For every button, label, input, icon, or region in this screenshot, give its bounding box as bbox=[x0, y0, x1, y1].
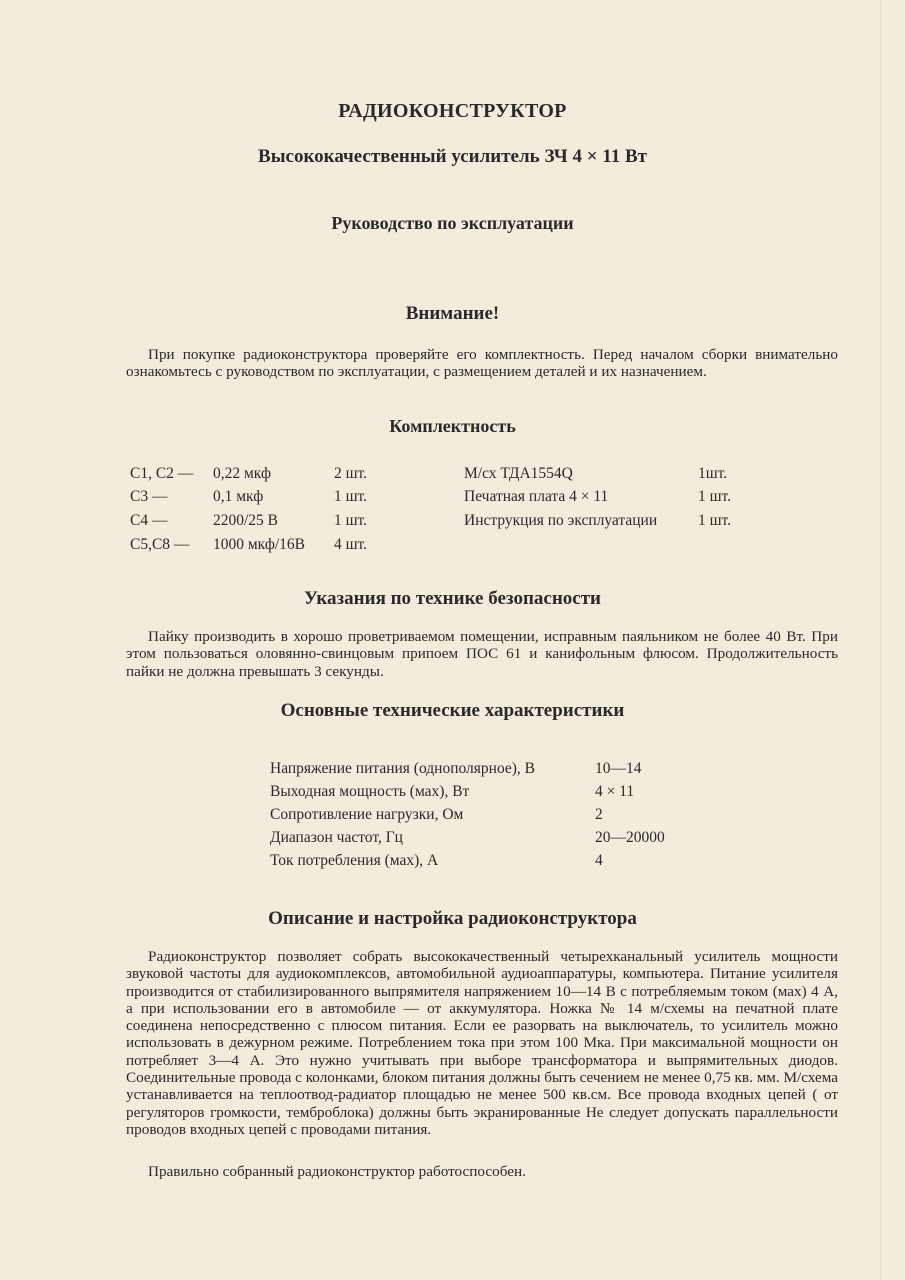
kit-item: Инструкция по эксплуатации bbox=[464, 512, 658, 529]
spec-value: 10—14 bbox=[595, 760, 642, 777]
spec-value: 4 bbox=[595, 852, 603, 869]
description-heading: Описание и настройка радиоконструктора bbox=[268, 908, 637, 929]
spec-value: 20—20000 bbox=[595, 829, 665, 846]
description-text: Радиоконструктор позволяет собрать высококачественный четырехканальный усилитель мощности звуковой частоты для аудиокомплексов, автомобильной аудиоаппаратуры, компьютера. Питание усилителя производится от стабилизированного выпрямителя напряжением 10—14 В с потребляемым током (мах) 4 А, а при использовании его в автомобиле — от аккумулятора. Ножка № 14 м/схемы на печатной плате соединена непосредственно с плюсом питания. Если ее разорвать на выключатель, то усилитель можно использовать в дежурном режиме. Потреблением тока при этом 100 Мка. При максимальной мощности он потребляет 3—4 А. Это нужно учитывать при выборе трансформатора и выпрямительных диодов. Соединительные провода с колонками, блоком питания должны быть сечением не менее 0,75 кв. мм. М/схема устанавливается на теплоотвод-радиатор площадью не менее 500 кв.см. Все провода входных цепей ( от регуляторов громкости, темброблока) должны быть экранированные Не следует допускать параллельности проводов входных цепей с проводами питания. bbox=[126, 948, 838, 1138]
safety-text: Пайку производить в хорошо проветриваемом помещении, исправным паяльником не более 40 Вт. При этом пользоваться оловянно-свинцовым припоем ПОС 61 и канифольным флюсом. Продолжительность пайки не должна превышать 3 секунды. bbox=[126, 628, 838, 680]
spec-label: Напряжение питания (однополярное), В bbox=[270, 760, 536, 777]
kit-item: М/сх ТДА1554Q bbox=[464, 465, 573, 482]
kit-ref: C3 — bbox=[130, 488, 168, 505]
kit-value: 0,22 мкф bbox=[213, 465, 271, 482]
kit-qty: 2 шт. bbox=[334, 465, 368, 482]
kit-qty: 1 шт. bbox=[698, 488, 732, 505]
spec-label: Диапазон частот, Гц bbox=[270, 829, 403, 846]
kit-ref: C1, C2 — bbox=[130, 465, 194, 482]
kit-ref: C4 — bbox=[130, 512, 168, 529]
kit-value: 1000 мкф/16В bbox=[213, 536, 306, 553]
attention-heading: Внимание! bbox=[405, 303, 500, 324]
kit-heading: Комплектность bbox=[389, 416, 516, 436]
kit-qty: 1 шт. bbox=[698, 512, 732, 529]
kit-value: 2200/25 В bbox=[213, 512, 279, 529]
safety-heading: Указания по технике безопасности bbox=[304, 588, 601, 609]
spec-label: Выходная мощность (мах), Вт bbox=[270, 783, 470, 800]
kit-qty: 1шт. bbox=[698, 465, 728, 482]
kit-item: Печатная плата 4 × 11 bbox=[464, 488, 609, 505]
document-title: РАДИОКОНСТРУКТОР bbox=[338, 100, 567, 122]
attention-text: При покупке радиоконструктора проверяйте его комплектность. Перед началом сборки внимательно ознакомьтесь с руководством по эксплуатации, с размещением деталей и их назначением. bbox=[126, 346, 838, 381]
kit-qty: 1 шт. bbox=[334, 488, 368, 505]
kit-qty: 1 шт. bbox=[334, 512, 368, 529]
kit-value: 0,1 мкф bbox=[213, 488, 264, 505]
spec-value: 4 × 11 bbox=[595, 783, 635, 800]
scan-edge bbox=[880, 0, 881, 1280]
spec-label: Ток потребления (мах), А bbox=[270, 852, 439, 869]
kit-ref: C5,C8 — bbox=[130, 536, 190, 553]
manual-title: Руководство по эксплуатации bbox=[331, 213, 574, 233]
specs-heading: Основные технические характеристики bbox=[280, 700, 625, 721]
spec-value: 2 bbox=[595, 806, 603, 823]
spec-label: Сопротивление нагрузки, Ом bbox=[270, 806, 464, 823]
kit-qty: 4 шт. bbox=[334, 536, 368, 553]
description-closing: Правильно собранный радиоконструктор работоспособен. bbox=[148, 1163, 526, 1180]
document-subtitle: Высококачественный усилитель ЗЧ 4 × 11 Вт bbox=[258, 146, 647, 167]
